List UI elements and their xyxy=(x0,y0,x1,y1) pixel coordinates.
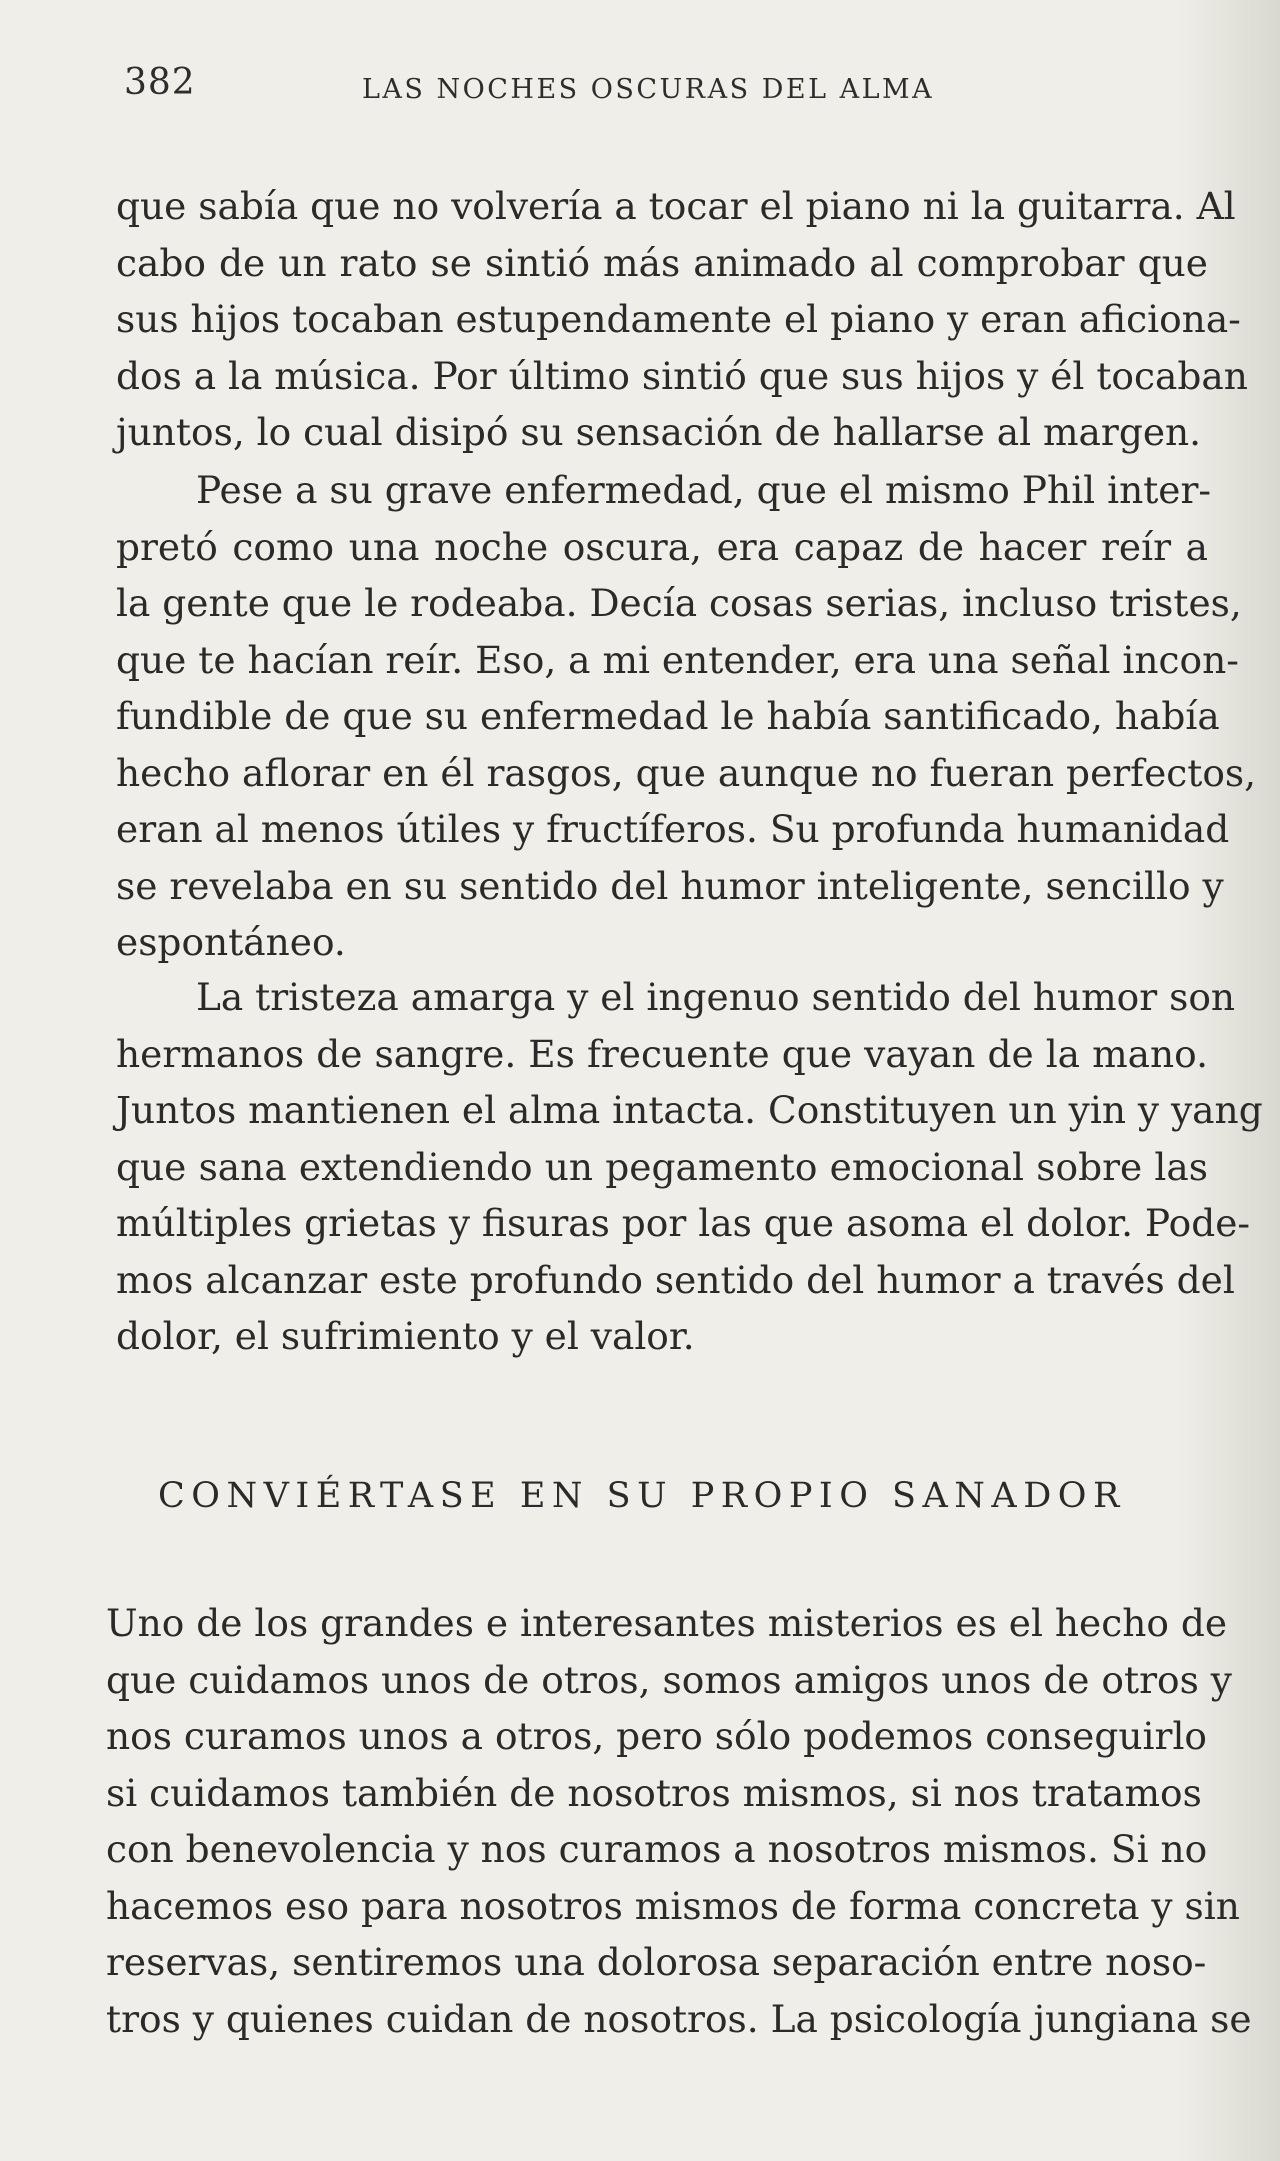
text-line: fundible de que su enfermedad le había santificado, había xyxy=(116,694,1220,738)
text-line: hermanos de sangre. Es frecuente que vayan de la mano. xyxy=(116,1031,1208,1076)
paragraph-3 xyxy=(116,969,1263,1365)
text-line: sus hijos tocaban estupendamente el piano y eran aficiona- xyxy=(116,297,1241,341)
running-head xyxy=(124,62,1124,112)
text-line: con benevolencia y nos curamos a nosotros mismos. Si no xyxy=(106,1827,1208,1871)
section-heading: CONVIÉRTASE EN SU PROPIO SANADOR xyxy=(158,1476,1126,1516)
paragraph-1 xyxy=(116,178,1248,461)
paragraph-4 xyxy=(106,1595,1252,2047)
text-line: que sana extendiendo un pegamento emocional sobre las xyxy=(116,1144,1208,1189)
text-line: Uno de los grandes e interesantes misterios es el hecho de xyxy=(106,1601,1228,1645)
text-line: eran al menos útiles y fructíferos. Su profunda humanidad xyxy=(116,807,1230,851)
text-line: dos a la música. Por último sintió que sus hijos y él tocaban xyxy=(116,353,1248,398)
text-line: si cuidamos también de nosotros mismos, si nos tratamos xyxy=(106,1770,1202,1815)
text-line: juntos, lo cual disipó su sensación de hallarse al margen. xyxy=(116,410,1202,454)
text-line: Juntos mantienen el alma intacta. Constituyen un yin y yang xyxy=(116,1088,1263,1132)
running-title: LAS NOCHES OSCURAS DEL ALMA xyxy=(362,74,935,105)
text-line: dolor, el sufrimiento y el valor. xyxy=(116,1314,695,1358)
text-line: pretó como una noche oscura, era capaz de hacer reír a xyxy=(116,524,1208,569)
text-line: que cuidamos unos de otros, somos amigos unos de otros y xyxy=(106,1657,1232,1702)
text-line: Pese a su grave enfermedad, que el mismo Phil inter- xyxy=(196,468,1212,512)
text-line: La tristeza amarga y el ingenuo sentido del humor son xyxy=(196,975,1236,1019)
text-line: hecho aflorar en él rasgos, que aunque no fueran perfectos, xyxy=(116,750,1257,795)
text-line: reservas, sentiremos una dolorosa separación entre noso- xyxy=(106,1940,1207,1984)
text-line: que te hacían reír. Eso, a mi entender, era una señal incon- xyxy=(116,637,1239,682)
text-line: cabo de un rato se sintió más animado al comprobar que xyxy=(116,240,1208,285)
text-line: tros y quienes cuidan de nosotros. La psicología jungiana se xyxy=(106,1996,1252,2041)
paragraph-2 xyxy=(116,462,1257,971)
text-line: nos curamos unos a otros, pero sólo podemos conseguirlo xyxy=(106,1714,1208,1758)
text-line: se revelaba en su sentido del humor inteligente, sencillo y xyxy=(116,863,1224,908)
text-line: hacemos eso para nosotros mismos de forma concreta y sin xyxy=(106,1883,1240,1928)
text-line: que sabía que no volvería a tocar el piano ni la guitarra. Al xyxy=(116,184,1236,228)
page-number: 382 xyxy=(124,62,196,103)
text-line: espontáneo. xyxy=(116,920,346,964)
text-line: la gente que le rodeaba. Decía cosas serias, incluso tristes, xyxy=(116,581,1242,625)
text-line: múltiples grietas y fisuras por las que asoma el dolor. Pode- xyxy=(116,1201,1251,1245)
text-line: mos alcanzar este profundo sentido del humor a través del xyxy=(116,1257,1235,1302)
